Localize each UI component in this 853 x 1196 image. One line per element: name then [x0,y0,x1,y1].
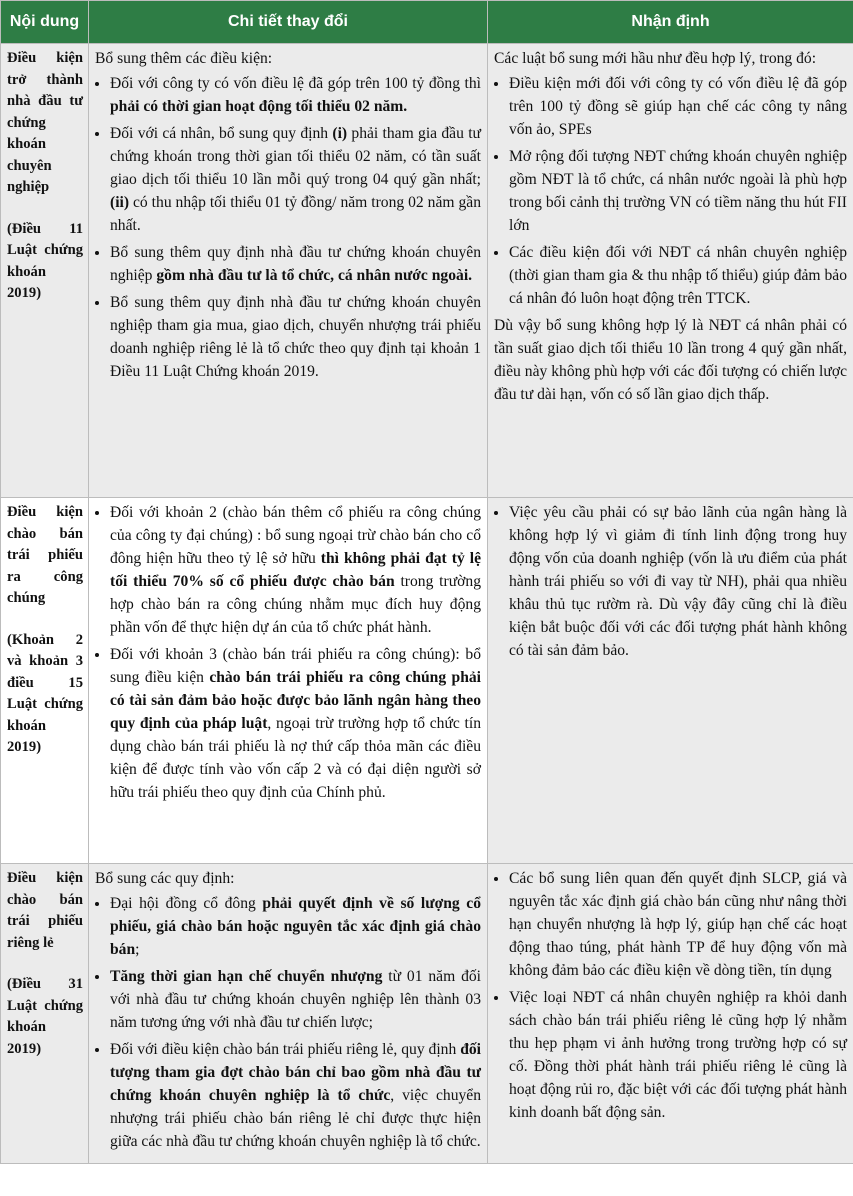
change-item [110,501,481,639]
text-run: Đối với công ty có vốn điều lệ đã góp trên 100 tỷ đồng thì [110,75,481,92]
bold-text: đối tượng tham gia đợt chào bán chỉ bao gồm nhà đầu tư chứng khoán chuyên nghiệp là tổ chức [110,1041,481,1104]
text-run: Đối với điều kiện chào bán trái phiếu riêng lẻ, quy định [110,1041,461,1058]
row-legal-ref: (Điều 31 Luật chứng khoán 2019) [7,976,83,1057]
assessment-cell [488,864,853,1164]
text-run: có thu nhập tối thiểu 01 tỷ đồng/ năm trong 02 năm gần nhất. [110,194,481,234]
bold-text: chào bán trái phiếu ra công chúng phải có tài sản đảm bảo hoặc được bảo lãnh ngân hàng theo quy định của pháp luật [110,669,482,732]
text-run: phải tham gia đầu tư chứng khoán trong thời gian tối thiểu 02 năm, có tần suất giao dịch tối thiểu 10 lần mỗi quý trong 04 quý gần nhất; [110,125,481,188]
changes-intro: Bổ sung các quy định: [95,870,235,887]
change-item [110,72,481,118]
row-label: Điều kiện chào bán trái phiếu ra công chúng [7,504,83,606]
assessment-outro: Dù vậy bổ sung không hợp lý là NĐT cá nhân phải có tần suất giao dịch tối thiểu 10 lần trong 4 quý gần nhất, điều này không phù hợp với các đối tượng có chiến lược đầu tư dài hạn, vốn có số lần giao dịch thấp. [494,317,847,403]
header-assessment: Nhận định [488,1,853,44]
bold-text: Tăng thời gian hạn chế chuyển nhượng [110,968,383,985]
row-label-cell [1,498,89,864]
assessment-item: • Mở rộng đối tượng NĐT chứng khoán chuyên nghiệp gồm NĐT là tổ chức, cá nhân nước ngoài là phù hợp trong bối cảnh thị trường VN có tiềm năng thu hút FII lớn [509,145,847,237]
assessment-cell [488,44,853,498]
text-run: ; [135,941,140,958]
assessment-item: • Các bổ sung liên quan đến quyết định SLCP, giá và nguyên tắc xác định giá chào bán cũng như nâng thời hạn chuyển nhượng là hợp lý, giúp hạn chế các hoạt động thao túng, phát hành TP để huy động vốn mà không đảm bảo các điều kiện về dòng tiền, tín dụng [509,867,847,982]
row-label-cell [1,44,89,498]
changes-list [95,72,481,383]
change-item [110,122,481,237]
text-run: Đại hội đồng cổ đông [110,895,263,912]
row-label: Điều kiện chào bán trái phiếu riêng lẻ [7,870,83,951]
bold-text: phải quyết định về số lượng cổ phiếu, giá chào bán hoặc nguyên tắc xác định giá chào bán [110,895,481,958]
bold-text: thì không phải đạt tỷ lệ tối thiểu 70% số cổ phiếu được chào bán [110,550,482,590]
bold-text: (ii) [110,194,130,211]
text-run: Đối với khoản 3 (chào bán trái phiếu ra công chúng): bổ sung điều kiện [110,646,481,686]
header-row [1,1,853,44]
text-run: , việc chuyển nhượng trái phiếu chào bán riêng lẻ chỉ được thực hiện giữa các nhà đầu tư chứng khoán chuyên nghiệp là tổ chức. [110,1087,482,1150]
text-run: Bổ sung thêm quy định nhà đầu tư chứng khoán chuyên nghiệp tham gia mua, giao dịch, chuyển nhượng trái phiếu doanh nghiệp riêng lẻ là tổ chức theo quy định tại khoản 1 Điều 11 Luật Chứng khoán 2019. [110,294,481,380]
changes-cell [89,498,488,864]
change-item [110,965,481,1034]
changes-list [95,892,481,1153]
changes-list [95,501,481,804]
table-row [1,864,853,1164]
text-run: Đối với cá nhân, bổ sung quy định [110,125,333,142]
changes-cell [89,44,488,498]
assessment-list [494,501,847,662]
table-row [1,498,853,864]
text-run: , ngoại trừ trường hợp tổ chức tín dụng chào bán trái phiếu là nợ thứ cấp thỏa mãn các điều kiện để được tính vào vốn cấp 2 và có đại diện người sở hữu trái phiếu theo quy định của Chính phủ. [110,715,481,801]
header-changes: Chi tiết thay đổi [89,1,488,44]
header-content: Nội dung [1,1,89,44]
changes-intro: Bổ sung thêm các điều kiện: [95,50,273,67]
assessment-intro: Các luật bổ sung mới hầu như đều hợp lý, trong đó: [494,50,817,67]
table-row [1,44,853,498]
change-item [110,892,481,961]
assessment-item: • Việc loại NĐT cá nhân chuyên nghiệp ra khỏi danh sách chào bán trái phiếu riêng lẻ cũng hợp lý nhằm thu hẹp phạm vi ảnh hưởng trong trường hợp có sự cố. Đồng thời phát hành trái phiếu riêng lẻ cũng là hoạt động rủi ro, đặc biệt với các đối tượng phát hành kinh doanh bất động sản. [509,986,847,1124]
row-label: Điều kiện trở thành nhà đầu tư chứng khoán chuyên nghiệp [7,50,83,195]
change-item [110,1038,481,1153]
bold-text: gồm nhà đầu tư là tổ chức, cá nhân nước ngoài. [156,267,473,284]
row-label-cell [1,864,89,1164]
row-legal-ref: (Khoản 2 và khoản 3 điều 15 Luật chứng khoán 2019) [7,631,83,755]
text-run: trong trường hợp chào bán ra công chúng nhằm mục đích huy động phần vốn để thực hiện dự án của tổ chức phát hành. [110,573,481,636]
assessment-list [494,72,847,310]
change-item [110,643,481,804]
assessment-list [494,867,847,1124]
change-item [110,241,481,287]
changes-cell [89,864,488,1164]
assessment-item: • Các điều kiện đối với NĐT cá nhân chuyên nghiệp (thời gian tham gia & thu nhập tố thiểu) giúp đảm bảo cá nhân đó luôn hoạt động trên TTCK. [509,241,847,310]
change-item [110,291,481,383]
assessment-item: • Việc yêu cầu phải có sự bảo lãnh của ngân hàng là không hợp lý vì giảm đi tính linh động trong huy động vốn của doanh nghiệp (vốn là ưu điểm của phát hành trái phiếu so với đi vay từ NH), phải qua nhiều khâu thủ tục rườm rà. Dù vậy đây cũng chỉ là điều kiện bắt buộc đối với các đối tượng phát hành không có tài sản đảm bảo. [509,501,847,662]
text-run: từ 01 năm đối với nhà đầu tư chứng khoán chuyên nghiệp lên thành 03 năm tương ứng với nhà đầu tư chiến lược; [110,968,482,1031]
text-run: Bổ sung thêm quy định nhà đầu tư chứng khoán chuyên nghiệp [110,244,481,284]
bold-text: (i) [332,125,348,142]
text-run: Đối với khoản 2 (chào bán thêm cổ phiếu ra công chúng của công ty đại chúng) : bổ sung ngoại trừ chào bán cho cổ đông hiện hữu theo tỷ lệ sở hữu [110,504,481,567]
assessment-item: • Điều kiện mới đối với công ty có vốn điều lệ đã góp trên 100 tỷ đồng sẽ giúp hạn chế các công ty nâng vốn ảo, SPEs [509,72,847,141]
row-legal-ref: (Điều 11 Luật chứng khoán 2019) [7,220,83,301]
assessment-cell [488,498,853,864]
bold-text: phải có thời gian hoạt động tối thiểu 02 năm. [110,98,408,115]
